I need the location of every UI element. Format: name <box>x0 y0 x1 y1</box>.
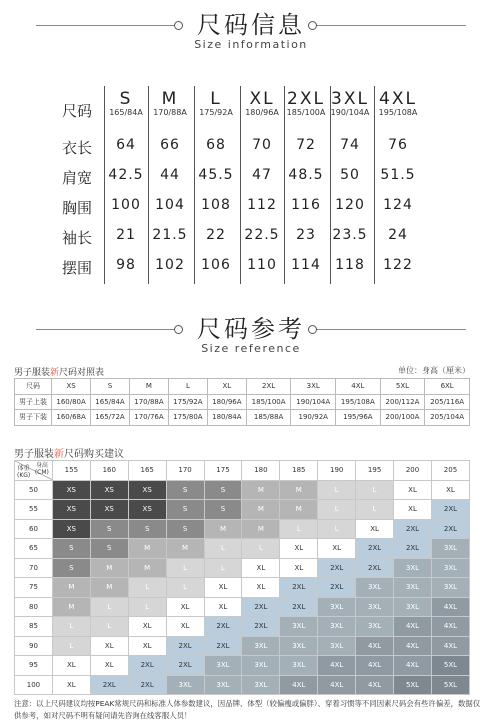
recommend-cell: M <box>90 558 128 578</box>
corner-height-label: 身高 (CM) <box>34 462 49 476</box>
recommend-cell: XL <box>280 558 318 578</box>
height-header: 185 <box>280 461 318 481</box>
recommend-cell: M <box>90 578 128 598</box>
recommend-row <box>15 656 470 676</box>
header-dot-right <box>308 325 317 334</box>
measure-value: 23 <box>296 227 316 243</box>
measure-value: 66 <box>160 137 180 153</box>
recommend-cell: L <box>90 617 128 637</box>
size-header-cell <box>376 90 420 118</box>
recommend-cell: XS <box>90 500 128 520</box>
height-header: 160 <box>90 461 128 481</box>
recommend-cell: 2XL <box>318 578 356 598</box>
recommend-cell: 3XL <box>394 578 432 598</box>
recommend-cell: XS <box>128 480 166 500</box>
measure-value: 22 <box>206 227 226 243</box>
size-spec: 170/88A <box>153 108 187 117</box>
measure-value: 104 <box>155 197 185 213</box>
recommend-cell: M <box>280 500 318 520</box>
compare-header-size: L <box>168 379 207 395</box>
recommend-cell: 2XL <box>394 539 432 559</box>
recommend-cell: 2XL <box>394 519 432 539</box>
recommend-cell: 3XL <box>242 656 280 676</box>
size-ref-title: 尺码参考 <box>197 315 305 343</box>
recommend-cell: L <box>318 500 356 520</box>
size-spec: 195/108A <box>378 108 418 117</box>
column-divider <box>104 86 105 284</box>
recommend-cell: 4XL <box>318 656 356 676</box>
compare-header-label: 尺码 <box>15 379 52 395</box>
size-info-title: 尺码信息 <box>197 11 305 39</box>
title-highlight: 新 <box>50 368 60 378</box>
recommend-cell: L <box>128 578 166 598</box>
weight-label: 85 <box>15 617 53 637</box>
recommend-cell: S <box>166 500 204 520</box>
recommend-cell: 4XL <box>394 656 432 676</box>
recommend-row <box>15 519 470 539</box>
recommend-cell: 3XL <box>318 597 356 617</box>
recommend-cell: 2XL <box>204 617 242 637</box>
recommend-cell: XL <box>431 480 469 500</box>
measure-value: 21 <box>116 227 136 243</box>
measure-value: 21.5 <box>152 227 188 243</box>
measure-value: 118 <box>335 257 365 273</box>
recommend-cell: M <box>52 597 90 617</box>
recommend-row <box>15 558 470 578</box>
recommend-cell: S <box>90 519 128 539</box>
measure-value: 64 <box>116 137 136 153</box>
compare-cell: 200/112A <box>380 394 425 410</box>
compare-row <box>15 410 470 426</box>
measure-value: 110 <box>247 257 277 273</box>
title-highlight: 新 <box>54 449 64 460</box>
compare-table-title: 男子服装新尺码对照表 <box>14 368 105 378</box>
recommend-cell: XL <box>128 636 166 656</box>
recommend-cell: 4XL <box>431 617 469 637</box>
header-rule-left <box>36 25 174 26</box>
measure-value: 116 <box>291 197 321 213</box>
measure-value: 47 <box>252 167 272 183</box>
height-header: 165 <box>128 461 166 481</box>
weight-label: 65 <box>15 539 53 559</box>
recommend-cell: L <box>204 539 242 559</box>
measure-value: 100 <box>111 197 141 213</box>
recommend-cell: M <box>242 519 280 539</box>
column-divider <box>148 86 149 284</box>
recommend-cell: L <box>242 539 280 559</box>
compare-cell: 170/88A <box>129 394 168 410</box>
recommend-cell: 3XL <box>394 558 432 578</box>
recommend-cell: XS <box>52 519 90 539</box>
measure-value: 74 <box>340 137 360 153</box>
header-dot-right <box>308 21 317 30</box>
compare-cell: 165/72A <box>91 410 130 426</box>
compare-cell: 195/96A <box>336 410 381 426</box>
measure-value: 102 <box>155 257 185 273</box>
recommend-cell: XL <box>356 519 394 539</box>
compare-header-size: XS <box>52 379 91 395</box>
recommend-cell: 3XL <box>431 539 469 559</box>
recommend-cell: 2XL <box>431 500 469 520</box>
compare-cell: 200/100A <box>380 410 425 426</box>
compare-cell: 195/108A <box>336 394 381 410</box>
recommend-cell: M <box>280 480 318 500</box>
recommend-cell: XL <box>52 656 90 676</box>
recommend-cell: 2XL <box>204 636 242 656</box>
recommend-cell: 4XL <box>356 656 394 676</box>
recommend-cell: M <box>52 578 90 598</box>
recommend-cell: XL <box>280 539 318 559</box>
compare-cell: 160/68A <box>52 410 91 426</box>
recommend-cell: 5XL <box>431 675 469 695</box>
compare-cell: 165/84A <box>91 394 130 410</box>
height-header: 190 <box>318 461 356 481</box>
recommend-cell: 4XL <box>431 597 469 617</box>
recommend-cell: S <box>204 500 242 520</box>
recommend-cell: 4XL <box>431 636 469 656</box>
measure-value: 124 <box>383 197 413 213</box>
recommend-cell: 4XL <box>356 636 394 656</box>
recommend-cell: 3XL <box>356 617 394 637</box>
recommend-cell: M <box>166 539 204 559</box>
compare-header-size: XL <box>207 379 246 395</box>
recommend-cell: S <box>52 558 90 578</box>
compare-cell: 180/96A <box>207 394 246 410</box>
recommend-cell: 2XL <box>128 656 166 676</box>
measure-value: 22.5 <box>244 227 280 243</box>
recommend-cell: XL <box>204 578 242 598</box>
size-spec: 190/104A <box>330 108 370 117</box>
recommend-cell: 3XL <box>280 617 318 637</box>
recommend-cell: L <box>280 519 318 539</box>
size-letter: 2XL <box>287 89 325 109</box>
recommend-cell: 2XL <box>280 578 318 598</box>
recommend-cell: L <box>166 578 204 598</box>
recommend-cell: XS <box>90 480 128 500</box>
measure-value: 72 <box>296 137 316 153</box>
recommend-cell: 2XL <box>242 597 280 617</box>
size-spec: 165/84A <box>109 108 143 117</box>
size-info-subtitle: Size information <box>194 38 308 51</box>
size-letter: 3XL <box>331 89 369 109</box>
weight-label: 75 <box>15 578 53 598</box>
measure-label: 胸围 <box>62 199 93 217</box>
measure-value: 120 <box>335 197 365 213</box>
recommend-cell: L <box>356 480 394 500</box>
weight-label: 60 <box>15 519 53 539</box>
corner-cell <box>15 461 53 481</box>
recommend-cell: XS <box>52 480 90 500</box>
measure-value: 114 <box>291 257 321 273</box>
recommend-cell: 3XL <box>280 656 318 676</box>
recommend-row <box>15 617 470 637</box>
recommend-cell: L <box>166 558 204 578</box>
recommend-cell: XL <box>90 636 128 656</box>
recommend-cell: XL <box>204 597 242 617</box>
recommend-cell: L <box>52 636 90 656</box>
size-spec: 175/92A <box>199 108 233 117</box>
recommend-cell: 3XL <box>204 675 242 695</box>
measure-value: 68 <box>206 137 226 153</box>
recommend-cell: 2XL <box>166 636 204 656</box>
compare-header-size: M <box>129 379 168 395</box>
compare-cell: 190/92A <box>291 410 336 426</box>
recommend-cell: L <box>318 480 356 500</box>
measure-value: 24 <box>388 227 408 243</box>
recommend-cell: XL <box>394 500 432 520</box>
header-rule-right <box>316 25 466 26</box>
compare-cell: 185/88A <box>246 410 291 426</box>
size-spec: 185/100A <box>286 108 326 117</box>
row-label-size: 尺码 <box>62 102 93 120</box>
recommend-cell: XL <box>394 480 432 500</box>
size-ref-header <box>0 316 502 355</box>
recommend-row <box>15 636 470 656</box>
size-header-cell <box>240 90 284 118</box>
size-letter: L <box>210 89 222 109</box>
compare-table-unit: 单位：身高（厘米） <box>398 366 470 375</box>
recommend-cell: 2XL <box>280 597 318 617</box>
recommend-cell: M <box>204 519 242 539</box>
compare-header-size: S <box>91 379 130 395</box>
compare-header-size: 6XL <box>425 379 470 395</box>
recommend-cell: 4XL <box>280 675 318 695</box>
recommend-cell: 3XL <box>318 617 356 637</box>
measure-value: 23.5 <box>332 227 368 243</box>
recommend-cell: M <box>128 558 166 578</box>
measure-value: 48.5 <box>288 167 324 183</box>
recommend-cell: 3XL <box>356 597 394 617</box>
compare-cell: 180/84A <box>207 410 246 426</box>
recommend-row <box>15 539 470 559</box>
size-header-cell <box>284 90 328 118</box>
recommend-cell: 3XL <box>431 578 469 598</box>
height-header: 195 <box>356 461 394 481</box>
compare-header-size: 3XL <box>291 379 336 395</box>
recommend-cell: 5XL <box>431 656 469 676</box>
recommend-cell: XL <box>242 578 280 598</box>
measure-value: 51.5 <box>380 167 416 183</box>
height-header: 180 <box>242 461 280 481</box>
size-ref-subtitle: Size reference <box>201 342 301 355</box>
corner-weight-label: 体重 (KG) <box>17 464 31 479</box>
measure-value: 122 <box>383 257 413 273</box>
recommend-cell: L <box>356 500 394 520</box>
recommend-row <box>15 675 470 695</box>
recommend-row <box>15 500 470 520</box>
recommend-cell: 2XL <box>128 675 166 695</box>
size-header-cell <box>104 90 148 118</box>
recommend-cell: 2XL <box>242 617 280 637</box>
compare-cell: 190/104A <box>291 394 336 410</box>
recommend-cell: L <box>318 519 356 539</box>
recommend-cell: M <box>128 539 166 559</box>
size-note: 注意：以上尺码建议均按PEAK常规尺码和标准人体参数建议，因品牌、体型（较偏瘦或偏胖）、穿着习惯等不同因素尺码会有些许偏差，数据仅供参考，如对尺码不明有疑问请先咨询在线客服人员！ <box>14 699 481 720</box>
size-letter: M <box>161 89 179 109</box>
size-header-cell <box>328 90 372 118</box>
column-divider <box>240 86 241 284</box>
recommend-cell: L <box>204 558 242 578</box>
compare-row <box>15 394 470 410</box>
weight-label: 90 <box>15 636 53 656</box>
recommend-cell: 2XL <box>356 539 394 559</box>
size-letter: S <box>119 89 133 109</box>
recommend-cell: 3XL <box>356 578 394 598</box>
recommend-cell: XL <box>242 558 280 578</box>
column-divider <box>284 86 285 284</box>
recommend-cell: 2XL <box>166 656 204 676</box>
compare-header-size: 5XL <box>380 379 425 395</box>
compare-header-size: 2XL <box>246 379 291 395</box>
compare-cell: 160/80A <box>52 394 91 410</box>
recommend-cell: L <box>128 597 166 617</box>
recommend-cell: 3XL <box>166 675 204 695</box>
recommend-cell: 3XL <box>242 636 280 656</box>
recommend-cell: 4XL <box>394 636 432 656</box>
recommend-cell: L <box>90 597 128 617</box>
recommend-row <box>15 597 470 617</box>
compare-cell: 170/76A <box>129 410 168 426</box>
recommend-cell: S <box>204 480 242 500</box>
recommend-table-title: 男子服装新尺码购买建议 <box>14 449 124 460</box>
recommend-cell: S <box>90 539 128 559</box>
recommend-cell: 2XL <box>356 558 394 578</box>
recommend-cell: 2XL <box>318 558 356 578</box>
recommend-cell: M <box>242 480 280 500</box>
compare-header-size: 4XL <box>336 379 381 395</box>
height-header: 155 <box>52 461 90 481</box>
recommend-cell: 3XL <box>318 636 356 656</box>
weight-label: 50 <box>15 480 53 500</box>
size-compare-table <box>14 378 470 426</box>
recommend-row <box>15 480 470 500</box>
size-spec: 180/96A <box>245 108 279 117</box>
recommend-cell: 4XL <box>356 675 394 695</box>
recommend-cell: XL <box>90 656 128 676</box>
recommend-cell: 5XL <box>394 675 432 695</box>
compare-cell: 205/104A <box>425 410 470 426</box>
recommend-cell: 3XL <box>394 597 432 617</box>
recommend-row <box>15 578 470 598</box>
recommend-cell: XL <box>318 539 356 559</box>
recommend-cell: 3XL <box>280 636 318 656</box>
recommend-cell: M <box>242 500 280 520</box>
height-header: 170 <box>166 461 204 481</box>
recommend-cell: 3XL <box>242 675 280 695</box>
header-dot-left <box>174 325 183 334</box>
recommend-cell: S <box>166 480 204 500</box>
compare-row-label: 男子下装 <box>15 410 52 426</box>
recommend-cell: 4XL <box>394 617 432 637</box>
recommend-cell: 3XL <box>204 656 242 676</box>
size-header-cell <box>148 90 192 118</box>
weight-label: 95 <box>15 656 53 676</box>
header-rule-left <box>36 329 174 330</box>
measure-value: 44 <box>160 167 180 183</box>
recommend-cell: XL <box>166 597 204 617</box>
weight-label: 55 <box>15 500 53 520</box>
header-dot-left <box>174 21 183 30</box>
measure-label: 袖长 <box>62 229 93 247</box>
recommend-cell: S <box>128 519 166 539</box>
height-header: 200 <box>394 461 432 481</box>
compare-cell: 175/80A <box>168 410 207 426</box>
measure-label: 衣长 <box>62 139 93 157</box>
recommend-cell: XL <box>52 675 90 695</box>
measure-value: 112 <box>247 197 277 213</box>
measure-value: 70 <box>252 137 272 153</box>
measure-value: 98 <box>116 257 136 273</box>
measure-value: 50 <box>340 167 360 183</box>
column-divider <box>330 86 331 284</box>
measure-value: 45.5 <box>198 167 234 183</box>
size-recommend-table <box>14 460 470 695</box>
compare-cell: 175/92A <box>168 394 207 410</box>
weight-label: 70 <box>15 558 53 578</box>
header-rule-right <box>316 329 466 330</box>
height-header: 175 <box>204 461 242 481</box>
size-letter: XL <box>249 89 275 109</box>
measure-value: 76 <box>388 137 408 153</box>
compare-row-label: 男子上装 <box>15 394 52 410</box>
measure-label: 摆围 <box>62 259 93 277</box>
recommend-cell: XL <box>128 617 166 637</box>
height-header: 205 <box>431 461 469 481</box>
recommend-cell: XS <box>128 500 166 520</box>
size-header-cell <box>194 90 238 118</box>
compare-cell: 205/116A <box>425 394 470 410</box>
recommend-cell: 2XL <box>431 519 469 539</box>
recommend-cell: 4XL <box>318 675 356 695</box>
recommend-cell: L <box>52 617 90 637</box>
size-info-header <box>0 12 502 51</box>
recommend-cell: S <box>166 519 204 539</box>
column-divider <box>374 86 375 284</box>
weight-label: 80 <box>15 597 53 617</box>
recommend-cell: XL <box>166 617 204 637</box>
recommend-cell: 2XL <box>90 675 128 695</box>
recommend-cell: 3XL <box>431 558 469 578</box>
compare-cell: 185/100A <box>246 394 291 410</box>
size-letter: 4XL <box>379 89 417 109</box>
recommend-cell: XS <box>52 500 90 520</box>
measure-label: 肩宽 <box>62 169 93 187</box>
measure-value: 106 <box>201 257 231 273</box>
measure-value: 42.5 <box>108 167 144 183</box>
weight-label: 100 <box>15 675 53 695</box>
column-divider <box>194 86 195 284</box>
measure-value: 108 <box>201 197 231 213</box>
recommend-cell: S <box>52 539 90 559</box>
